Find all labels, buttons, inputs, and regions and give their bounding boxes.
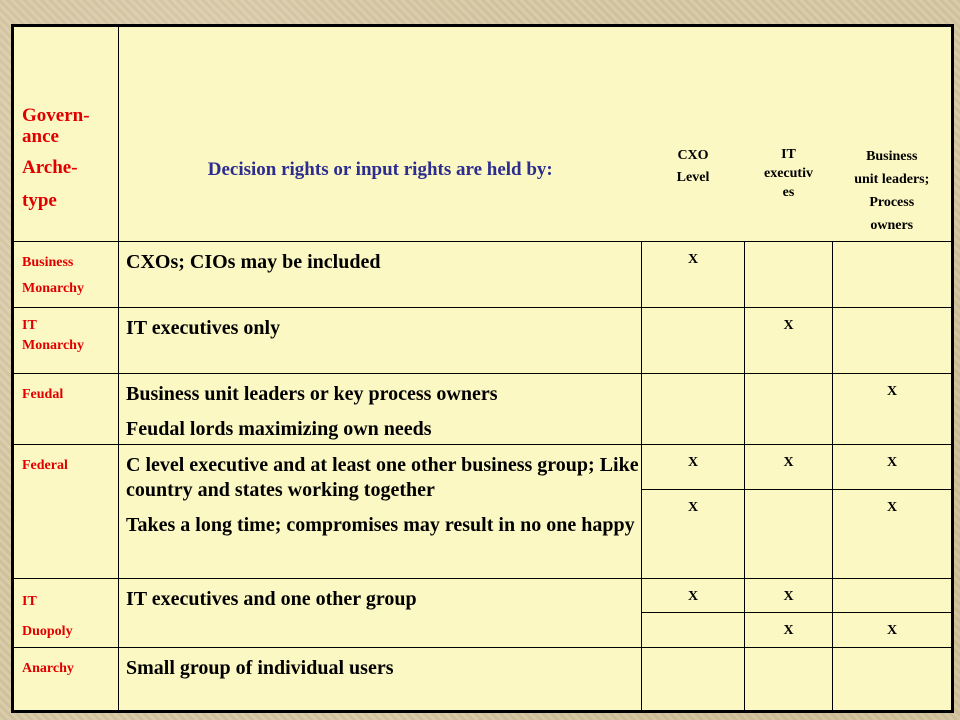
archetype-header-line: Arche-	[22, 157, 78, 178]
cxo-mark	[642, 374, 745, 445]
governance-grid	[11, 24, 954, 713]
business-mark: X	[833, 374, 953, 445]
cxo-mark	[642, 648, 745, 712]
cxo-mark: X	[642, 490, 745, 579]
it-mark	[745, 490, 833, 579]
archetype-line: Duopoly	[22, 624, 73, 639]
header-row	[13, 26, 953, 242]
description-cell	[119, 242, 642, 308]
cxo-header-line: CXO	[677, 148, 709, 163]
archetype-cell	[13, 374, 119, 445]
it-header-line: es	[782, 185, 795, 200]
description-cell	[119, 648, 642, 712]
archetype-header-line: type	[22, 190, 57, 211]
archetype-line: Federal	[22, 458, 68, 473]
business-mark	[833, 242, 953, 308]
archetype-header	[13, 26, 119, 242]
archetype-line: Monarchy	[22, 281, 84, 296]
description-cell	[119, 308, 642, 374]
business-header-line: Process	[869, 195, 915, 210]
archetype-cell	[13, 308, 119, 374]
it-mark	[745, 374, 833, 445]
it-mark: X	[745, 308, 833, 374]
description-text: CXOs; CIOs may be included	[126, 251, 381, 273]
it-header-line: executiv	[764, 166, 813, 181]
description-cell	[119, 374, 642, 445]
cxo-mark: X	[642, 579, 745, 613]
archetype-cell	[13, 242, 119, 308]
archetype-line: Feudal	[22, 387, 64, 402]
business-mark: X	[833, 445, 953, 490]
description-text: C level executive and at least one other business group; Like country and states working together	[126, 454, 639, 501]
table-row	[13, 308, 953, 374]
cxo-level-header	[642, 26, 745, 242]
archetype-line: IT	[22, 318, 37, 333]
business-mark	[833, 579, 953, 613]
table-row	[13, 445, 953, 490]
cxo-mark	[642, 308, 745, 374]
description-cell	[119, 579, 642, 648]
description-cell	[119, 445, 642, 579]
table-row	[13, 579, 953, 613]
table-row	[13, 648, 953, 712]
business-mark: X	[833, 612, 953, 647]
business-leaders-header	[833, 26, 953, 242]
business-header-line: unit leaders;	[854, 172, 930, 187]
cxo-mark: X	[642, 242, 745, 308]
description-text: Feudal lords maximizing own needs	[126, 418, 432, 440]
archetype-line: IT	[22, 594, 37, 609]
table-row	[13, 242, 953, 308]
description-text: IT executives only	[126, 317, 281, 339]
business-header-line: owners	[870, 218, 914, 233]
business-mark	[833, 308, 953, 374]
archetype-line: Business	[22, 255, 74, 270]
cxo-mark: X	[642, 445, 745, 490]
it-header-line: IT	[781, 147, 796, 162]
archetype-cell	[13, 579, 119, 648]
it-executives-header	[745, 26, 833, 242]
it-mark	[745, 242, 833, 308]
archetype-cell	[13, 648, 119, 712]
cxo-mark	[642, 612, 745, 647]
decision-rights-header: Decision rights or input rights are held by:	[119, 26, 642, 242]
table-row	[13, 374, 953, 445]
description-text: Takes a long time; compromises may result in no one happy	[126, 514, 635, 536]
business-mark: X	[833, 490, 953, 579]
archetype-line: Monarchy	[22, 338, 84, 353]
it-mark: X	[745, 579, 833, 613]
archetype-cell	[13, 445, 119, 579]
it-mark: X	[745, 612, 833, 647]
description-text: Small group of individual users	[126, 657, 394, 679]
description-text: IT executives and one other group	[126, 588, 417, 610]
business-mark	[833, 648, 953, 712]
archetype-line: Anarchy	[22, 661, 74, 676]
business-header-line: Business	[866, 149, 918, 164]
archetype-header-line: Govern-	[22, 105, 90, 126]
it-mark	[745, 648, 833, 712]
description-text: Business unit leaders or key process owners	[126, 383, 498, 405]
it-mark: X	[745, 445, 833, 490]
cxo-header-line: Level	[676, 170, 710, 185]
archetype-header-line: ance	[22, 126, 59, 147]
